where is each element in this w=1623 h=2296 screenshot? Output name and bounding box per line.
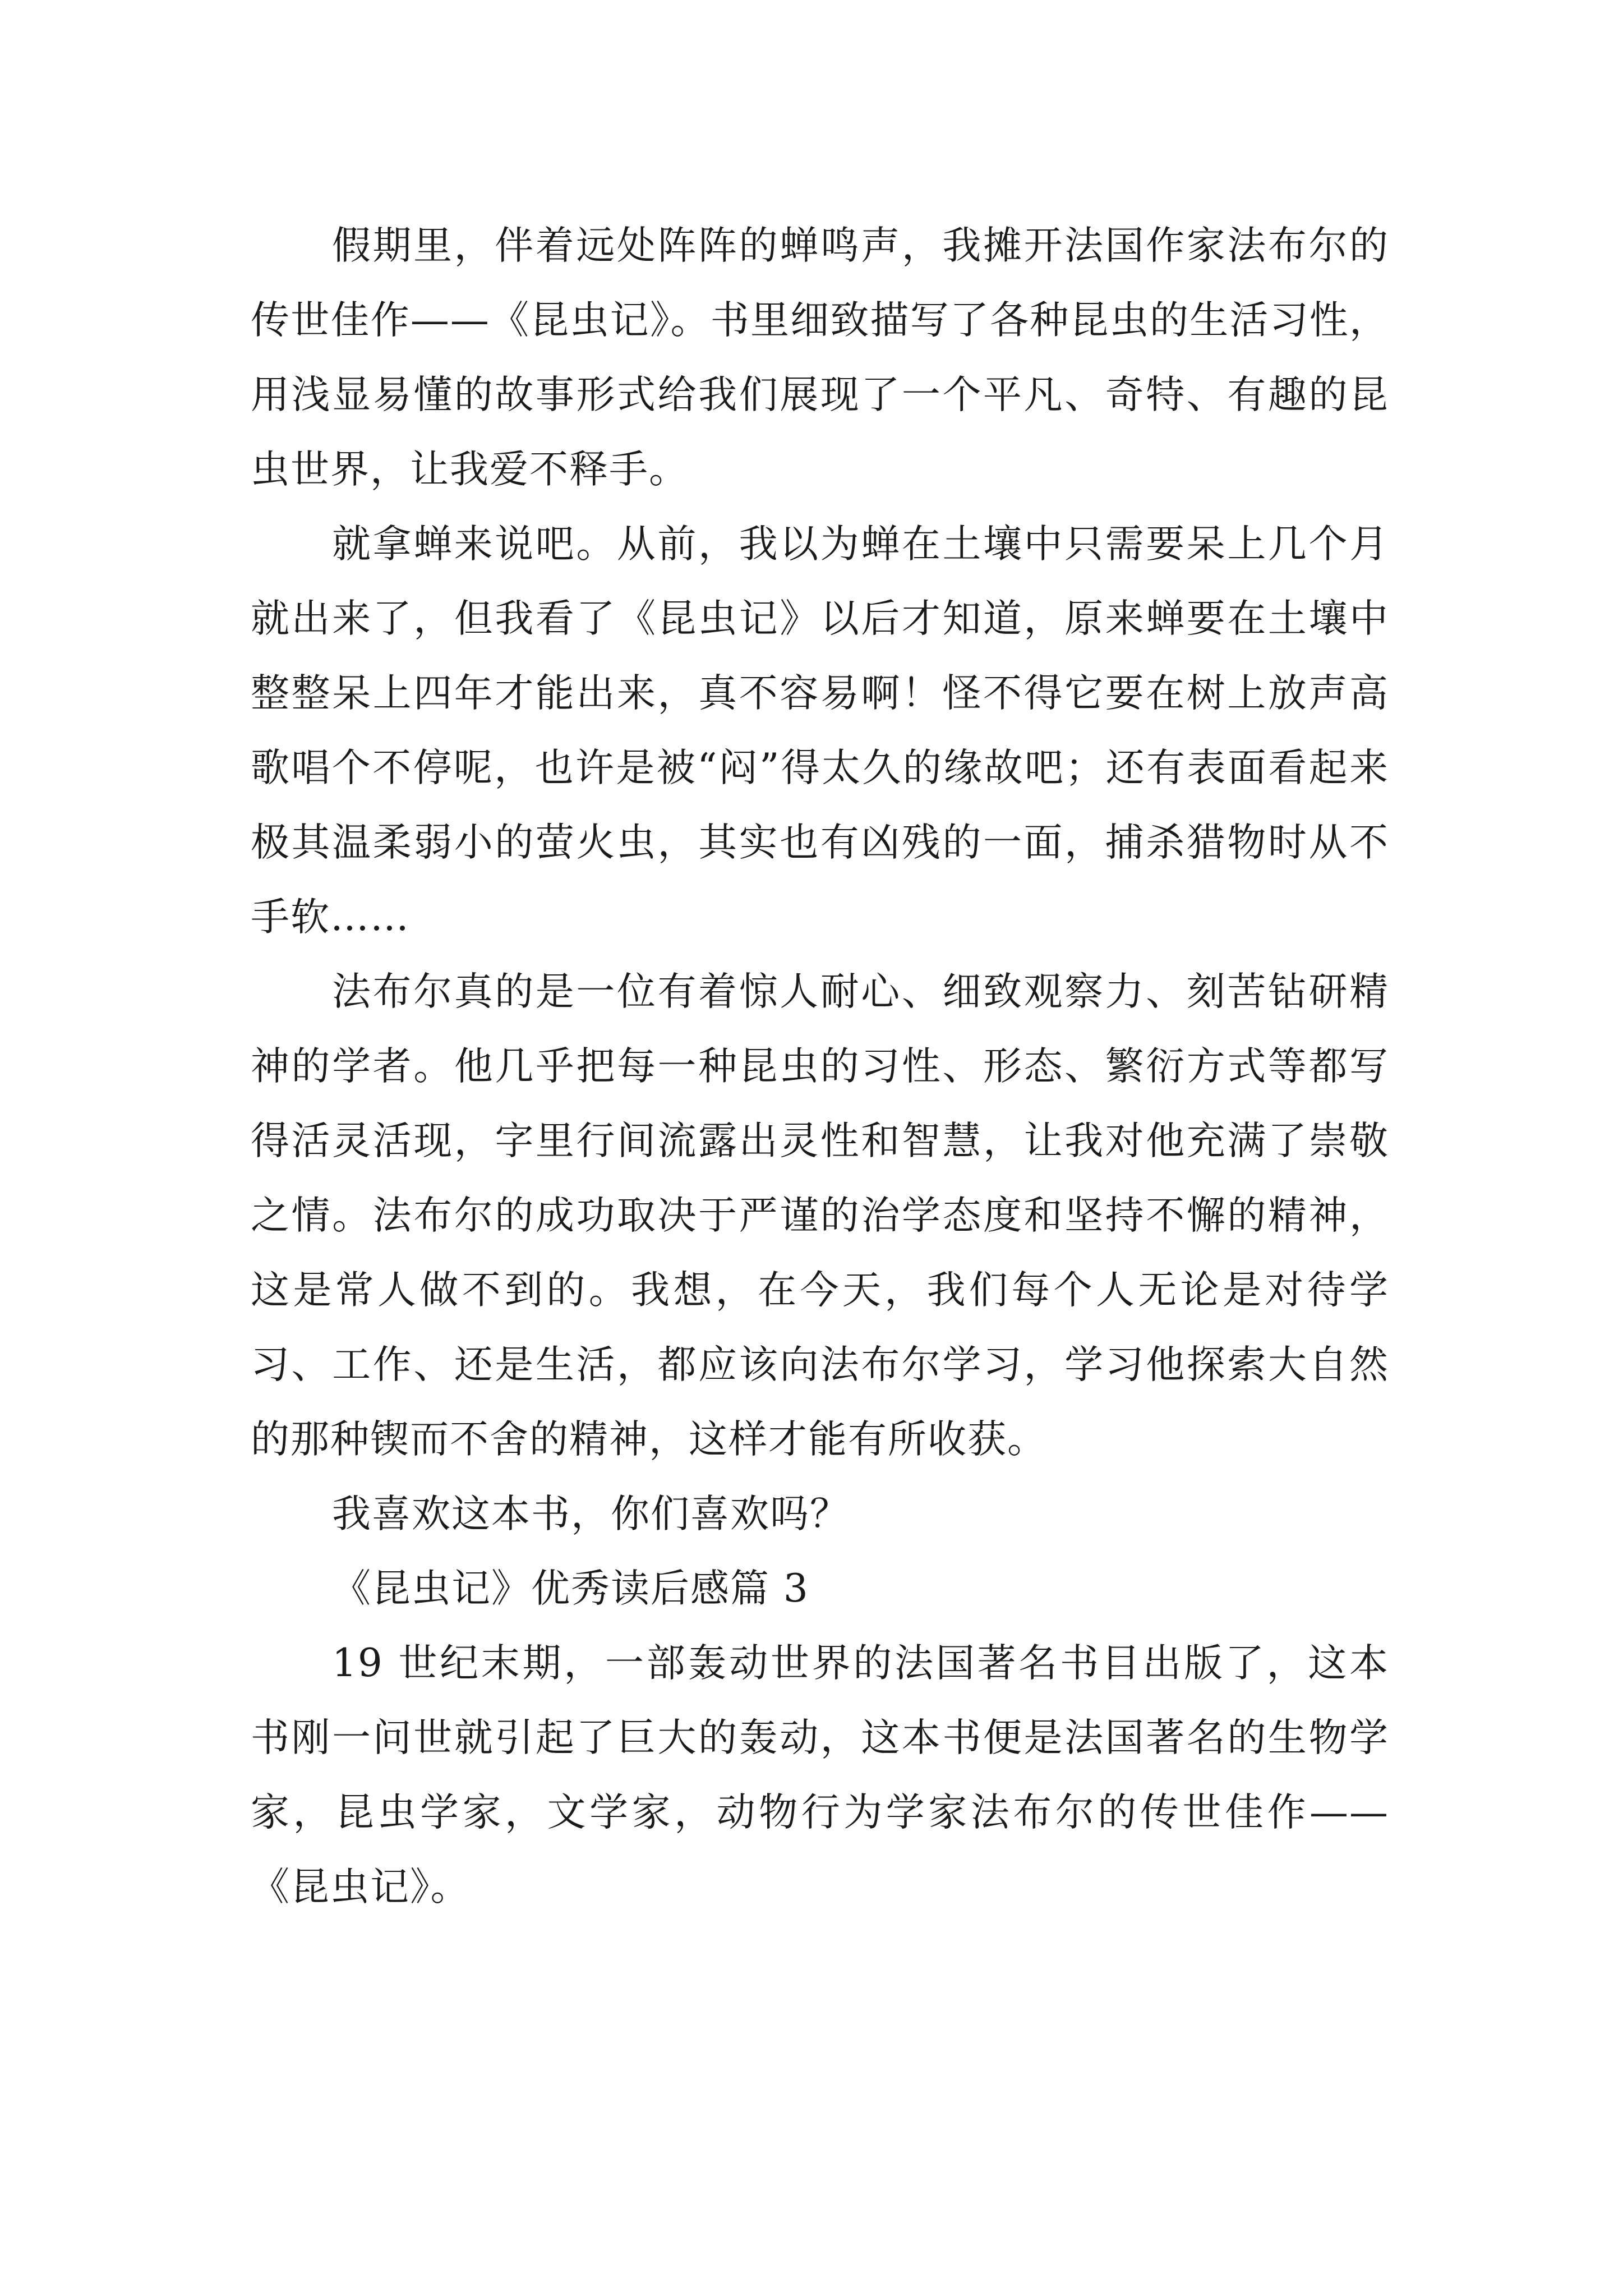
paragraph-intro: 假期里，伴着远处阵阵的蝉鸣声，我摊开法国作家法布尔的传世佳作——《昆虫记》。书里细致描写了各种昆虫的生活习性，用浅显易懂的故事形式给我们展现了一个平凡、奇特、有趣的昆虫世界，让我爱不释手。 bbox=[251, 223, 1389, 492]
paragraph-question: 我喜欢这本书，你们喜欢吗？ bbox=[332, 1492, 850, 1536]
paragraph-19th-century: 19 世纪末期，一部轰动世界的法国著名书目出版了，这本书刚一问世就引起了巨大的轰动，这本书便是法国著名的生物学家，昆虫学家，文学家，动物行为学家法布尔的传世佳作——《昆虫记》。 bbox=[251, 1641, 1389, 1910]
paragraph-cicada: 就拿蝉来说吧。从前，我以为蝉在土壤中只需要呆上几个月就出来了，但我看了《昆虫记》以后才知道，原来蝉要在土壤中整整呆上四年才能出来，真不容易啊！怪不得它要在树上放声高歌唱个不停呢，也许是被“闷”得太久的缘故吧；还有表面看起来极其温柔弱小的萤火虫，其实也有凶残的一面，捕杀猎物时从不手软…… bbox=[251, 522, 1389, 940]
document-body bbox=[251, 209, 1389, 1925]
paragraph-fabre: 法布尔真的是一位有着惊人耐心、细致观察力、刻苦钻研精神的学者。他几乎把每一种昆虫的习性、形态、繁衍方式等都写得活灵活现，字里行间流露出灵性和智慧，让我对他充满了崇敬之情。法布尔的成功取决于严谨的治学态度和坚持不懈的精神，这是常人做不到的。我想，在今天，我们每个人无论是对待学习、工作、还是生活，都应该向法布尔学习，学习他探索大自然的那种锲而不舍的精神，这样才能有所收获。 bbox=[251, 969, 1389, 1462]
section-heading: 《昆虫记》优秀读后感篇 3 bbox=[332, 1566, 809, 1611]
